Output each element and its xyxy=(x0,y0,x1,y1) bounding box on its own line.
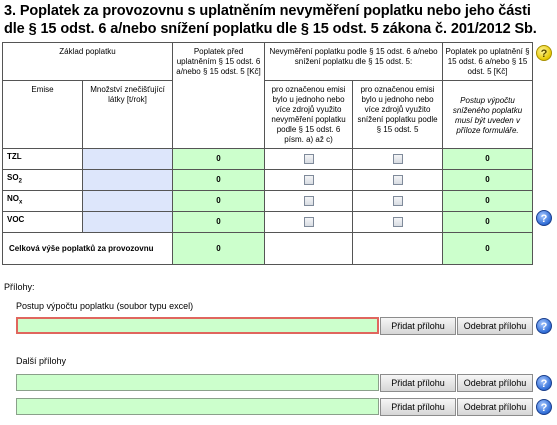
header-po: Poplatek po uplatnění § 15 odst. 6 a/nebo § 15 odst. 5 [Kč] xyxy=(443,43,533,81)
checkbox-nevymereni-nox[interactable] xyxy=(304,196,314,206)
fee-before-tzl: 0 xyxy=(173,149,265,170)
fee-after-voc[interactable]: 0 xyxy=(443,212,533,233)
fee-after-nox[interactable]: 0 xyxy=(443,191,533,212)
help-icon[interactable]: ? xyxy=(536,45,552,61)
header-option-snizeni: pro označenou emisi bylo u jednoho nebo více zdrojů využito snížení poplatku podle § 15 odst. 5 xyxy=(353,81,443,149)
remove-attachment-button[interactable]: Odebrat přílohu xyxy=(457,317,533,335)
total-before: 0 xyxy=(173,233,265,265)
checkbox-snizeni-nox[interactable] xyxy=(393,196,403,206)
quantity-input-nox[interactable] xyxy=(83,191,173,212)
excel-attachment-label: Postup výpočtu poplatku (soubor typu excel) xyxy=(16,301,194,311)
header-pred: Poplatek před uplatněním § 15 odst. 6 a/nebo § 15 odst. 5 [Kč] xyxy=(173,43,265,149)
add-attachment-button[interactable]: Přidat přílohu xyxy=(380,398,456,416)
quantity-input-tzl[interactable] xyxy=(83,149,173,170)
other-attachments-label: Další přílohy xyxy=(16,356,67,366)
total-after: 0 xyxy=(443,233,533,265)
row-label-so2: $SO_2$ xyxy=(3,170,83,191)
table-row xyxy=(3,170,533,191)
header-postup-note: Postup výpočtu sníženého poplatku musí být uveden v příloze formuláře. xyxy=(443,81,533,149)
add-attachment-button[interactable]: Přidat přílohu xyxy=(380,374,456,392)
add-attachment-button[interactable]: Přidat přílohu xyxy=(380,317,456,335)
help-icon[interactable]: ? xyxy=(536,318,552,334)
fee-table xyxy=(2,42,533,265)
total-row xyxy=(3,233,533,265)
table-row xyxy=(3,191,533,212)
help-icon[interactable]: ? xyxy=(536,375,552,391)
help-icon[interactable]: ? xyxy=(536,399,552,415)
quantity-input-voc[interactable] xyxy=(83,212,173,233)
checkbox-nevymereni-so2[interactable] xyxy=(304,175,314,185)
row-label-nox: $NO_x$ xyxy=(3,191,83,212)
header-nevymereni: Nevyměření poplatku podle § 15 odst. 6 a/nebo snížení poplatku dle § 15 odst. 5: xyxy=(265,43,443,81)
section-title: 3. Poplatek za provozovnu s uplatněním nevyměření poplatku nebo jeho části dle § 15 odst. 6 a/nebo snížení poplatku dle § 15 odst. 5 zákona č. 201/2012 Sb. xyxy=(4,3,537,37)
header-mnozstvi: Množství znečišťující látky [t/rok] xyxy=(83,81,173,149)
header-option-nevymereni: pro označenou emisi bylo u jednoho nebo více zdrojů využito nevyměření poplatku podle § 15 odst. 6 písm. a) až c) xyxy=(265,81,353,149)
row-label-tzl: TZL xyxy=(3,149,83,170)
remove-attachment-button[interactable]: Odebrat přílohu xyxy=(457,374,533,392)
remove-attachment-button[interactable]: Odebrat přílohu xyxy=(457,398,533,416)
header-emise: Emise xyxy=(3,81,83,149)
fee-before-nox: 0 xyxy=(173,191,265,212)
fee-before-so2: 0 xyxy=(173,170,265,191)
other-attachment-field[interactable] xyxy=(16,398,379,415)
row-label-voc: VOC xyxy=(3,212,83,233)
checkbox-snizeni-voc[interactable] xyxy=(393,217,403,227)
table-row xyxy=(3,149,533,170)
excel-attachment-field[interactable] xyxy=(16,317,379,334)
other-attachment-field[interactable] xyxy=(16,374,379,391)
header-zaklad: Základ poplatku xyxy=(3,43,173,81)
fee-after-so2[interactable]: 0 xyxy=(443,170,533,191)
total-label: Celková výše poplatků za provozovnu xyxy=(3,233,173,265)
checkbox-nevymereni-tzl[interactable] xyxy=(304,154,314,164)
attachments-heading: Přílohy: xyxy=(4,282,35,292)
help-icon[interactable]: ? xyxy=(536,210,552,226)
fee-before-voc: 0 xyxy=(173,212,265,233)
table-row xyxy=(3,212,533,233)
checkbox-nevymereni-voc[interactable] xyxy=(304,217,314,227)
checkbox-snizeni-so2[interactable] xyxy=(393,175,403,185)
checkbox-snizeni-tzl[interactable] xyxy=(393,154,403,164)
quantity-input-so2[interactable] xyxy=(83,170,173,191)
fee-after-tzl[interactable]: 0 xyxy=(443,149,533,170)
